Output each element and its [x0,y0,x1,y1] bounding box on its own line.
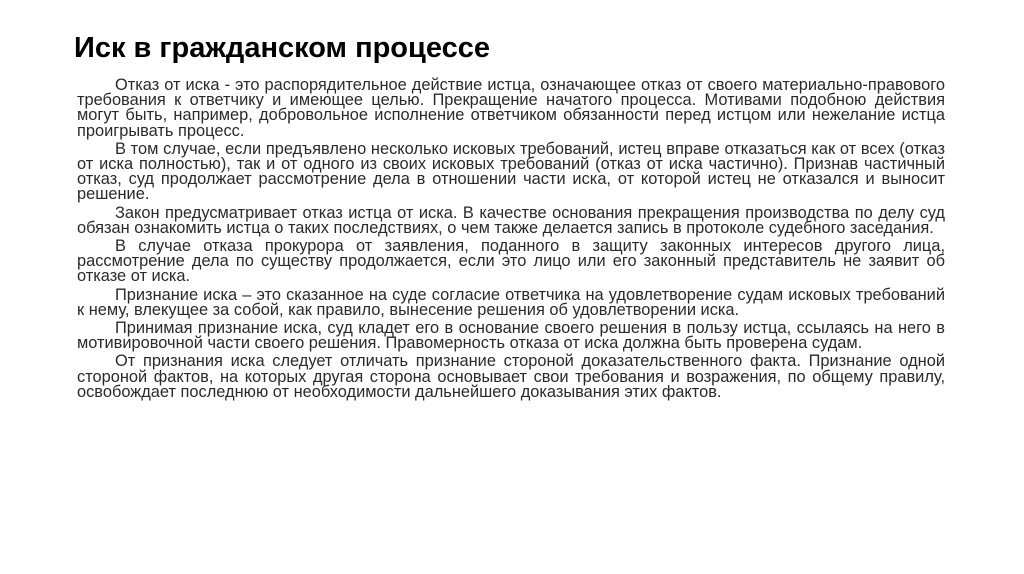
paragraph-prosecutor-refusal: В случае отказа прокурора от заявления, поданного в защиту законных интересов другого лица, рассмотрение дела по существу продолжается, если это лицо или его законный представитель не заявит об отказе от иска. [77,237,945,286]
paragraph-multiple-claims: В том случае, если предъявлено несколько исковых требований, истец вправе отказаться как от всех (отказ от иска полностью), так и от одного из своих исковых требований (отказ от иска частично). Признав частичный отказ, суд продолжает рассмотрение дела в отношении части иска, от которой истец не отказался и выносит решение. [77,139,945,204]
paragraph-refusal-of-claim: Отказ от иска - это распорядительное действие истца, означающее отказ от своего материально-правового требования к ответчику и имеющее целью. Прекращение начатого процесса. Мотивами подобною действия могут быть, например, добровольное исполнение ответчиком обязанности перед истцом или нежелание истца проигрывать процесс. [77,76,945,140]
paragraph-claim-admission: Признание иска – это сказанное на суде согласие ответчика на удовлетворение судам исковых требований к нему, влекущее за собой, как правило, вынесение решения об удовлетворении иска. [77,285,945,319]
paragraph-accepting-admission: Принимая признание иска, суд кладет его в основание своего решения в пользу истца, ссылаясь на него в мотивировочной части своего решения. Правомерность отказа от иска должна быть проверена судам. [77,319,945,353]
paragraph-fact-admission: От признания иска следует отличать признание стороной доказательственного факта. Признание одной стороной фактов, на которых другая сторона основывает свои требования и возражения, по общему правилу, освобождает последнюю от необходимости дальнейшего доказывания этих фактов. [77,352,945,401]
slide-body [77,78,945,403]
slide-title: Иск в гражданском процессе [74,32,490,64]
paragraph-law-provides: Закон предусматривает отказ истца от иска. В качестве основания прекращения производства по делу суд обязан ознакомить истца о таких последствиях, о чем также делается запись в протоколе судебного заседания. [77,203,945,237]
